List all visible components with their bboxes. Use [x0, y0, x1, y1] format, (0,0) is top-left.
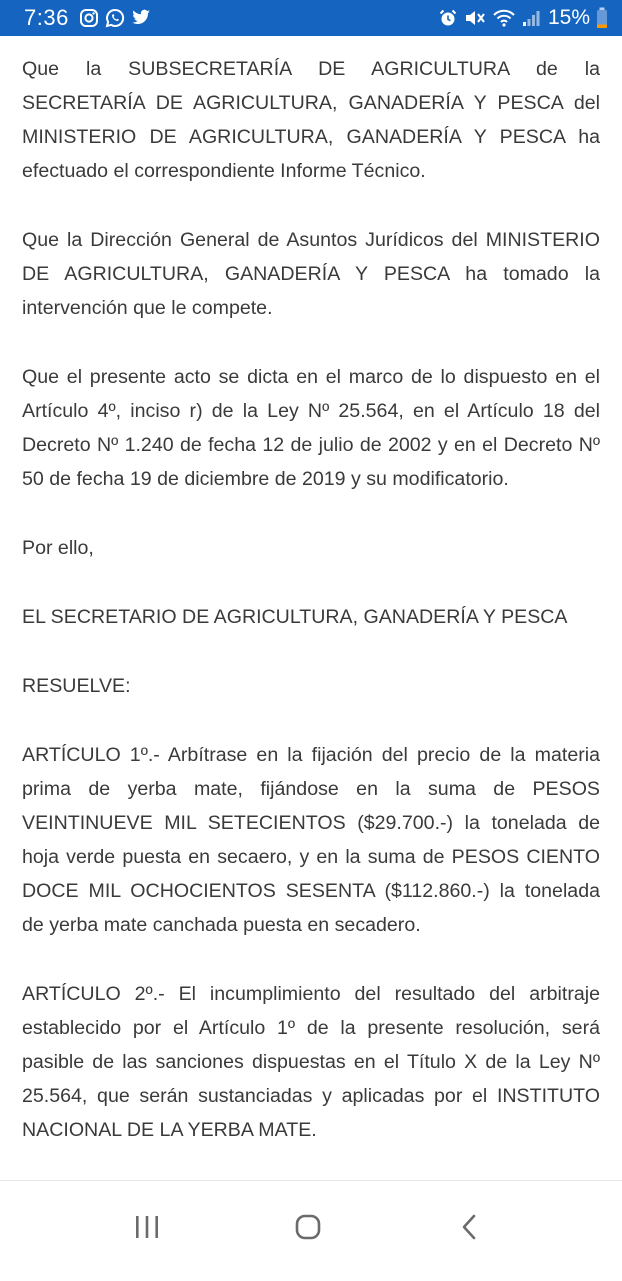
system-status-icons	[438, 6, 608, 30]
status-time: 7:36	[24, 5, 69, 30]
recent-apps-icon	[134, 1215, 160, 1239]
battery-percent: 15%	[547, 6, 590, 29]
navigation-bar	[0, 1180, 622, 1281]
document-content	[22, 52, 600, 1180]
paragraph-asuntos-juridicos: Que la Dirección General de Asuntos Jurídicos del MINISTERIO DE AGRICULTURA, GANADERÍA Y PESCA ha tomado la intervención que le compete.	[22, 229, 600, 319]
paragraph-marco-legal: Que el presente acto se dicta en el marco de lo dispuesto en el Artículo 4º, inciso r) de la Ley Nº 25.564, en el Artículo 18 del Decreto Nº 1.240 de fecha 12 de julio de 2002 y en el Decreto Nº 50 de fecha 19 de diciembre de 2019 y su modificatorio.	[22, 366, 600, 490]
paragraph-resuelve: RESUELVE:	[22, 675, 131, 697]
home-button[interactable]	[288, 1213, 328, 1241]
signal-icon	[522, 9, 540, 27]
paragraph-por-ello: Por ello,	[22, 537, 94, 559]
home-icon	[294, 1213, 322, 1241]
mute-icon	[464, 8, 486, 28]
paragraph-secretario: EL SECRETARIO DE AGRICULTURA, GANADERÍA Y PESCA	[22, 606, 568, 628]
status-bar	[0, 0, 622, 36]
back-button[interactable]	[449, 1213, 489, 1241]
notification-icons	[79, 8, 151, 28]
instagram-icon	[79, 8, 99, 28]
paragraph-articulo-1: ARTÍCULO 1º.- Arbítrase en la fijación del precio de la materia prima de yerba mate, fijándose en la suma de PESOS VEINTINUEVE MIL SETECIENTOS ($29.700.-) la tonelada de hoja verde puesta en secaero, y en la suma de PESOS CIENTO DOCE MIL OCHOCIENTOS SESENTA ($112.860.-) la tonelada de yerba mate canchada puesta en secadero.	[22, 744, 600, 936]
paragraph-informe-tecnico: Que la SUBSECRETARÍA DE AGRICULTURA de la SECRETARÍA DE AGRICULTURA, GANADERÍA Y PESCA del MINISTERIO DE AGRICULTURA, GANADERÍA Y PESCA ha efectuado el correspondiente Informe Técnico.	[22, 58, 600, 182]
paragraph-articulo-2: ARTÍCULO 2º.- El incumplimiento del resultado del arbitraje establecido por el Artículo 1º de la presente resolución, será pasible de las sanciones dispuestas en el Título X de la Ley Nº 25.564, que serán sustanciadas y aplicadas por el INSTITUTO NACIONAL DE LA YERBA MATE.	[22, 983, 600, 1141]
wifi-icon	[492, 8, 516, 28]
back-icon	[459, 1213, 479, 1241]
alarm-icon	[438, 8, 458, 28]
recent-apps-button[interactable]	[127, 1213, 167, 1241]
whatsapp-icon	[105, 8, 125, 28]
battery-icon	[596, 7, 608, 29]
twitter-icon	[131, 9, 151, 27]
